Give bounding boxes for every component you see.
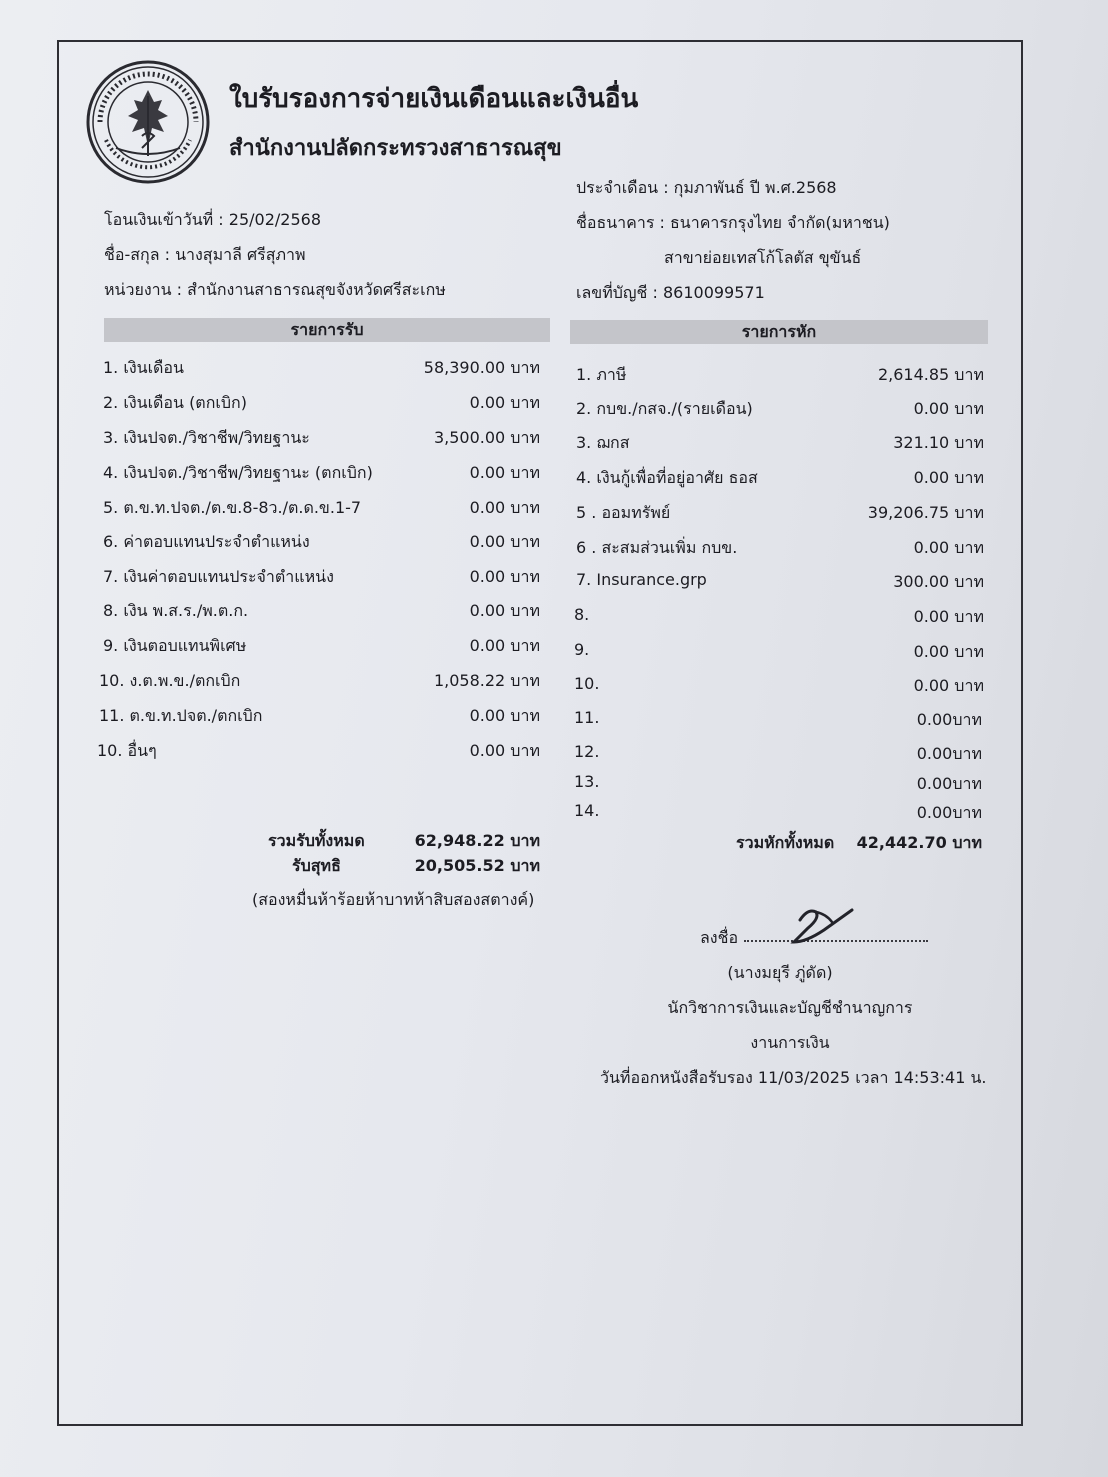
income-amount: 0.00 บาท bbox=[469, 601, 540, 620]
deduction-amount: 300.00 บาท bbox=[893, 572, 984, 591]
deduction-amount: 0.00บาท bbox=[916, 803, 982, 822]
deduction-label: 6 . สะสมส่วนเพิ่ม กบข. bbox=[576, 538, 738, 557]
deduction-label: 5 . ออมทรัพย์ bbox=[576, 503, 671, 522]
income-amount: 0.00 บาท bbox=[469, 532, 540, 551]
income-amount: 0.00 บาท bbox=[469, 567, 540, 586]
deduction-amount: 0.00บาท bbox=[916, 774, 982, 793]
income-label: 8. เงิน พ.ส.ร./พ.ต.ก. bbox=[103, 601, 249, 620]
income-amount: 3,500.00 บาท bbox=[433, 428, 540, 447]
deduction-amount: 0.00 บาท bbox=[913, 642, 984, 661]
document-subtitle: สำนักงานปลัดกระทรวงสาธารณสุข bbox=[229, 136, 562, 161]
income-label: 11. ต.ข.ท.ปจต./ตกเบิก bbox=[99, 706, 263, 725]
net-pay-label: รับสุทธิ bbox=[292, 856, 341, 875]
signer-position: นักวิชาการเงินและบัญชีชำนาญการ bbox=[667, 998, 913, 1017]
signer-name: (นางมยุรี ภู่ดัด) bbox=[727, 963, 833, 982]
income-heading: รายการรับ bbox=[104, 318, 550, 342]
deduction-label: 9. bbox=[574, 640, 590, 659]
deduction-label: 12. bbox=[574, 742, 600, 761]
employee-name: ชื่อ-สกุล : นางสุมาลี ศรีสุภาพ bbox=[104, 245, 306, 264]
deductions-heading: รายการหัก bbox=[570, 320, 988, 344]
income-label: 1. เงินเดือน bbox=[103, 358, 184, 377]
net-pay-in-words: (สองหมื่นห้าร้อยห้าบาทห้าสิบสองสตางค์) bbox=[252, 890, 535, 909]
income-amount: 0.00 บาท bbox=[469, 706, 540, 725]
deduction-label: 3. ฌกส bbox=[576, 433, 630, 452]
income-label: 6. ค่าตอบแทนประจำตำแหน่ง bbox=[103, 532, 310, 551]
deduction-label: 7. Insurance.grp bbox=[576, 570, 707, 589]
bank-name: ชื่อธนาคาร : ธนาคารกรุงไทย จำกัด(มหาชน) bbox=[576, 213, 890, 232]
ministry-seal-icon bbox=[86, 60, 210, 184]
deduction-amount: 0.00 บาท bbox=[913, 538, 984, 557]
work-unit: หน่วยงาน : สำนักงานสาธารณสุขจังหวัดศรีสะเกษ bbox=[104, 280, 446, 299]
income-amount: 0.00 บาท bbox=[469, 741, 540, 760]
deduction-label: 8. bbox=[574, 605, 590, 624]
income-amount: 0.00 บาท bbox=[469, 393, 540, 412]
deduction-amount: 39,206.75 บาท bbox=[867, 503, 984, 522]
income-label: 5. ต.ข.ท.ปจต./ต.ข.8-8ว./ต.ด.ข.1-7 bbox=[103, 498, 362, 517]
income-amount: 0.00 บาท bbox=[469, 636, 540, 655]
deduction-label: 13. bbox=[574, 772, 600, 791]
deduction-amount: 0.00 บาท bbox=[913, 676, 984, 695]
deduction-amount: 0.00 บาท bbox=[913, 468, 984, 487]
income-label: 4. เงินปจต./วิชาชีพ/วิทยฐานะ (ตกเบิก) bbox=[103, 463, 373, 482]
pay-month: ประจำเดือน : กุมภาพันธ์ ปี พ.ศ.2568 bbox=[576, 178, 837, 197]
deductions-total-amount: 42,442.70 บาท bbox=[856, 833, 982, 852]
deduction-label: 10. bbox=[574, 674, 600, 693]
deduction-label: 2. กบข./กสจ./(รายเดือน) bbox=[576, 399, 753, 418]
income-label: 9. เงินตอบแทนพิเศษ bbox=[103, 636, 247, 655]
income-amount: 58,390.00 บาท bbox=[423, 358, 540, 377]
deduction-label: 1. ภาษี bbox=[576, 365, 627, 384]
sign-label: ลงชื่อ bbox=[700, 928, 739, 947]
deduction-label: 14. bbox=[574, 801, 600, 820]
signer-department: งานการเงิน bbox=[750, 1033, 830, 1052]
deduction-amount: 321.10 บาท bbox=[893, 433, 984, 452]
handwritten-signature-icon bbox=[786, 900, 860, 948]
income-amount: 0.00 บาท bbox=[469, 463, 540, 482]
income-total-label: รวมรับทั้งหมด bbox=[268, 831, 365, 850]
income-label: 7. เงินค่าตอบแทนประจำตำแหน่ง bbox=[103, 567, 334, 586]
deduction-amount: 2,614.85 บาท bbox=[877, 365, 984, 384]
transfer-date: โอนเงินเข้าวันที่ : 25/02/2568 bbox=[104, 210, 321, 229]
deduction-amount: 0.00 บาท bbox=[913, 607, 984, 626]
income-amount: 1,058.22 บาท bbox=[433, 671, 540, 690]
income-total-amount: 62,948.22 บาท bbox=[414, 831, 540, 850]
bank-branch: สาขาย่อยเทสโก้โลตัส ขุขันธ์ bbox=[664, 248, 862, 267]
net-pay-amount: 20,505.52 บาท bbox=[414, 856, 540, 875]
deduction-label: 4. เงินกู้เพื่อที่อยู่อาศัย ธอส bbox=[576, 468, 758, 487]
income-label: 2. เงินเดือน (ตกเบิก) bbox=[103, 393, 247, 412]
income-label: 10. ง.ต.พ.ข./ตกเบิก bbox=[99, 671, 241, 690]
deduction-amount: 0.00บาท bbox=[916, 710, 982, 729]
income-amount: 0.00 บาท bbox=[469, 498, 540, 517]
deduction-amount: 0.00บาท bbox=[916, 744, 982, 763]
account-number: เลขที่บัญชี : 8610099571 bbox=[576, 283, 765, 302]
issue-timestamp: วันที่ออกหนังสือรับรอง 11/03/2025 เวลา 14:53:41 น. bbox=[600, 1068, 987, 1087]
income-label: 10. อื่นๆ bbox=[97, 741, 157, 760]
deduction-label: 11. bbox=[574, 708, 600, 727]
deduction-amount: 0.00 บาท bbox=[913, 399, 984, 418]
income-label: 3. เงินปจต./วิชาชีพ/วิทยฐานะ bbox=[103, 428, 310, 447]
deductions-total-label: รวมหักทั้งหมด bbox=[736, 833, 835, 852]
document-title: ใบรับรองการจ่ายเงินเดือนและเงินอื่น bbox=[229, 84, 639, 114]
